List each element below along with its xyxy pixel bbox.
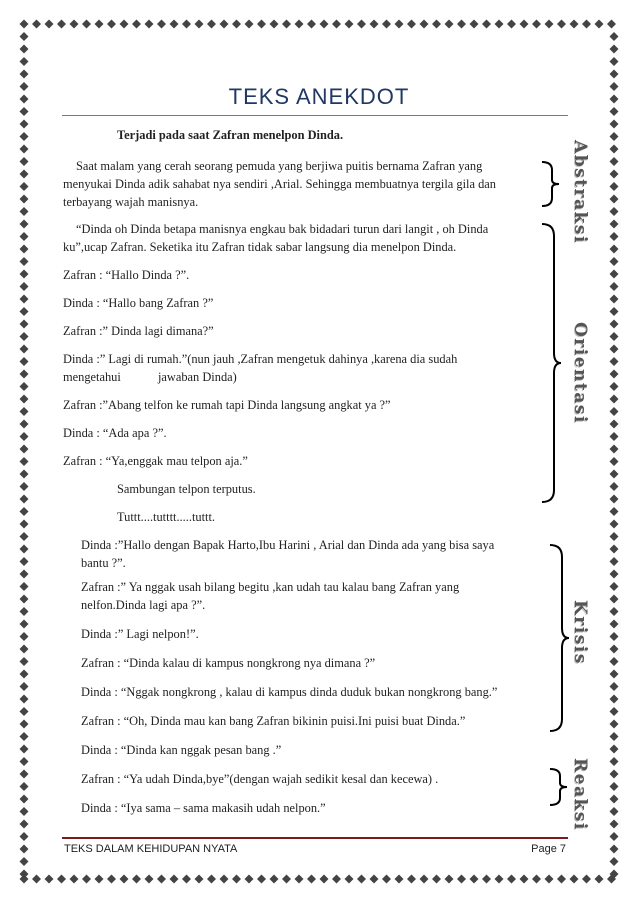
border-diamond	[610, 145, 619, 154]
border-diamond	[395, 875, 404, 884]
border-diamond	[20, 257, 29, 266]
border-diamond	[610, 632, 619, 641]
dialog-line: bantu ?”.	[81, 556, 126, 570]
border-diamond	[382, 20, 391, 29]
border-diamond	[20, 145, 29, 154]
border-diamond	[610, 745, 619, 754]
border-diamond	[20, 395, 29, 404]
border-diamond	[20, 857, 29, 866]
border-diamond	[610, 670, 619, 679]
border-diamond	[20, 157, 29, 166]
border-diamond	[607, 20, 616, 29]
label-krisis: Krisis	[570, 600, 590, 665]
border-diamond	[45, 20, 54, 29]
border-diamond	[20, 532, 29, 541]
border-diamond	[20, 57, 29, 66]
border-diamond	[107, 875, 116, 884]
border-diamond	[610, 170, 619, 179]
paragraph-line: “Dinda oh Dinda betapa manisnya engkau bak bidadari turun dari langit , oh Dinda	[76, 222, 489, 236]
dialog-line: mengetahui jawaban Dinda)	[63, 370, 237, 384]
narration-line: Tuttt....tutttt.....tuttt.	[117, 510, 216, 524]
subtitle: Terjadi pada saat Zafran menelpon Dinda.	[117, 128, 344, 142]
border-diamond	[610, 207, 619, 216]
border-diamond	[595, 875, 604, 884]
border-diamond	[20, 682, 29, 691]
border-diamond	[570, 20, 579, 29]
border-diamond	[610, 645, 619, 654]
border-diamond	[357, 20, 366, 29]
border-diamond	[20, 445, 29, 454]
border-diamond	[610, 795, 619, 804]
border-diamond	[610, 507, 619, 516]
border-diamond	[432, 875, 441, 884]
border-diamond	[57, 20, 66, 29]
border-diamond	[610, 657, 619, 666]
border-diamond	[20, 70, 29, 79]
border-diamond	[320, 20, 329, 29]
border-diamond	[20, 870, 29, 879]
dialog-line: Dinda : “Iya sama – sama makasih udah nelpon.”	[81, 801, 326, 815]
border-diamond	[610, 32, 619, 41]
border-diamond	[20, 420, 29, 429]
border-diamond	[20, 507, 29, 516]
dialog-line: Dinda : “Dinda kan nggak pesan bang .”	[81, 743, 282, 757]
border-diamond	[470, 875, 479, 884]
border-diamond	[132, 875, 141, 884]
border-diamond	[610, 345, 619, 354]
dialog-line: Dinda : “Nggak nongkrong , kalau di kampus dinda duduk bukan nongkrong bang.”	[81, 685, 498, 699]
border-diamond	[195, 875, 204, 884]
border-diamond	[610, 707, 619, 716]
dialog-line: Zafran :” Ya nggak usah bilang begitu ,kan udah tau kalau bang Zafran yang	[81, 580, 460, 594]
border-diamond	[610, 270, 619, 279]
border-diamond	[20, 207, 29, 216]
border-diamond	[20, 120, 29, 129]
border-diamond	[610, 407, 619, 416]
border-diamond	[610, 720, 619, 729]
border-diamond	[20, 695, 29, 704]
border-diamond	[20, 845, 29, 854]
paragraph-line: terbayang wajah manisnya.	[63, 195, 199, 209]
border-diamond	[232, 875, 241, 884]
border-diamond	[610, 845, 619, 854]
border-diamond	[20, 370, 29, 379]
border-diamond	[157, 875, 166, 884]
border-diamond	[20, 195, 29, 204]
dialog-line: Dinda :” Lagi nelpon!”.	[81, 627, 199, 641]
border-diamond	[282, 20, 291, 29]
border-diamond	[495, 875, 504, 884]
border-diamond	[20, 645, 29, 654]
border-diamond	[610, 545, 619, 554]
border-diamond	[107, 20, 116, 29]
border-diamond	[445, 875, 454, 884]
border-diamond	[610, 320, 619, 329]
border-diamond	[345, 20, 354, 29]
border-diamond	[457, 20, 466, 29]
border-diamond	[307, 20, 316, 29]
border-diamond	[20, 782, 29, 791]
border-diamond	[145, 875, 154, 884]
border-diamond	[145, 20, 154, 29]
border-diamond	[470, 20, 479, 29]
border-diamond	[20, 707, 29, 716]
border-diamond	[610, 570, 619, 579]
page-title: TEKS ANEKDOT	[228, 84, 410, 109]
border-diamond	[610, 395, 619, 404]
dialog-line: Zafran : “Oh, Dinda mau kan bang Zafran bikinin puisi.Ini puisi buat Dinda.”	[81, 714, 466, 728]
border-diamond	[610, 370, 619, 379]
border-diamond	[557, 875, 566, 884]
border-diamond	[610, 532, 619, 541]
border-diamond	[610, 595, 619, 604]
border-diamond	[20, 607, 29, 616]
border-diamond	[20, 295, 29, 304]
border-diamond	[610, 307, 619, 316]
border-diamond	[532, 20, 541, 29]
border-diamond	[20, 495, 29, 504]
border-diamond	[20, 307, 29, 316]
border-diamond	[20, 657, 29, 666]
dialog-line: Zafran :”Abang telfon ke rumah tapi Dinda langsung angkat ya ?”	[63, 398, 391, 412]
border-diamond	[407, 875, 416, 884]
paragraph-line: Saat malam yang cerah seorang pemuda yang berjiwa puitis bernama Zafran yang	[76, 159, 483, 173]
border-diamond	[20, 357, 29, 366]
border-diamond	[610, 120, 619, 129]
brace-reaksi	[548, 767, 570, 807]
border-diamond	[610, 470, 619, 479]
border-diamond	[610, 820, 619, 829]
border-diamond	[610, 295, 619, 304]
border-diamond	[157, 20, 166, 29]
border-diamond	[20, 720, 29, 729]
border-diamond	[70, 20, 79, 29]
border-diamond	[610, 332, 619, 341]
border-diamond	[20, 270, 29, 279]
border-diamond	[610, 557, 619, 566]
border-diamond	[370, 20, 379, 29]
border-diamond	[482, 20, 491, 29]
border-diamond	[82, 875, 91, 884]
border-diamond	[20, 482, 29, 491]
border-diamond	[20, 520, 29, 529]
border-diamond	[610, 857, 619, 866]
border-diamond	[407, 20, 416, 29]
border-diamond	[610, 157, 619, 166]
narration-line: Sambungan telpon terputus.	[117, 482, 256, 496]
footer-rule	[62, 837, 568, 839]
border-diamond	[610, 220, 619, 229]
border-diamond	[610, 770, 619, 779]
dialog-line: Dinda :” Lagi di rumah.”(nun jauh ,Zafran mengetuk dahinya ,karena dia sudah	[63, 352, 458, 366]
border-diamond	[610, 832, 619, 841]
border-diamond	[357, 875, 366, 884]
border-diamond	[20, 45, 29, 54]
border-diamond	[320, 875, 329, 884]
border-diamond	[20, 545, 29, 554]
border-diamond	[95, 20, 104, 29]
border-diamond	[610, 495, 619, 504]
border-diamond	[610, 582, 619, 591]
page-number: Page 7	[531, 843, 566, 855]
dialog-line: Dinda : “Ada apa ?”.	[63, 426, 167, 440]
border-diamond	[20, 407, 29, 416]
border-diamond	[507, 20, 516, 29]
border-diamond	[270, 875, 279, 884]
dialog-line: Zafran :” Dinda lagi dimana?”	[63, 324, 214, 338]
border-diamond	[20, 770, 29, 779]
border-diamond	[610, 432, 619, 441]
border-diamond	[20, 832, 29, 841]
border-diamond	[20, 557, 29, 566]
border-diamond	[20, 220, 29, 229]
border-diamond	[610, 232, 619, 241]
border-diamond	[20, 182, 29, 191]
paragraph-line: ku”,ucap Zafran. Seketika itu Zafran tidak sabar langsung dia menelpon Dinda.	[63, 240, 457, 254]
border-diamond	[20, 632, 29, 641]
border-diamond	[207, 875, 216, 884]
border-diamond	[120, 20, 129, 29]
border-diamond	[20, 245, 29, 254]
brace-abstraksi	[540, 160, 562, 208]
border-diamond	[182, 20, 191, 29]
border-diamond	[482, 875, 491, 884]
border-diamond	[545, 875, 554, 884]
border-diamond	[232, 20, 241, 29]
border-diamond	[610, 45, 619, 54]
border-diamond	[610, 607, 619, 616]
brace-orientasi	[540, 222, 564, 504]
border-diamond	[610, 457, 619, 466]
border-diamond	[610, 620, 619, 629]
border-diamond	[610, 257, 619, 266]
border-diamond	[20, 807, 29, 816]
border-diamond	[295, 20, 304, 29]
border-diamond	[182, 875, 191, 884]
border-diamond	[610, 732, 619, 741]
border-diamond	[520, 875, 529, 884]
border-diamond	[20, 20, 29, 29]
border-diamond	[610, 132, 619, 141]
border-diamond	[20, 620, 29, 629]
border-diamond	[170, 875, 179, 884]
label-abstraksi: Abstraksi	[570, 140, 590, 244]
border-diamond	[610, 57, 619, 66]
border-diamond	[195, 20, 204, 29]
border-diamond	[270, 20, 279, 29]
border-diamond	[432, 20, 441, 29]
border-diamond	[257, 875, 266, 884]
dialog-line: Zafran : “Ya,enggak mau telpon aja.”	[63, 454, 248, 468]
border-diamond	[20, 570, 29, 579]
dialog-line: Zafran : “Hallo Dinda ?”.	[63, 268, 190, 282]
border-diamond	[370, 875, 379, 884]
border-diamond	[20, 457, 29, 466]
brace-krisis	[548, 543, 572, 733]
border-diamond	[610, 382, 619, 391]
border-diamond	[57, 875, 66, 884]
border-diamond	[610, 782, 619, 791]
border-diamond	[20, 170, 29, 179]
border-diamond	[520, 20, 529, 29]
border-diamond	[610, 70, 619, 79]
border-diamond	[420, 20, 429, 29]
title-underline	[62, 115, 568, 116]
border-diamond	[20, 282, 29, 291]
border-diamond	[20, 132, 29, 141]
footer-title: TEKS DALAM KEHIDUPAN NYATA	[64, 843, 238, 855]
border-diamond	[245, 875, 254, 884]
border-diamond	[20, 232, 29, 241]
border-diamond	[610, 682, 619, 691]
border-diamond	[20, 320, 29, 329]
border-diamond	[610, 357, 619, 366]
border-diamond	[20, 345, 29, 354]
border-diamond	[557, 20, 566, 29]
border-diamond	[295, 875, 304, 884]
border-diamond	[610, 520, 619, 529]
border-diamond	[610, 182, 619, 191]
border-diamond	[610, 482, 619, 491]
border-diamond	[582, 875, 591, 884]
border-diamond	[32, 20, 41, 29]
dialog-line: Zafran : “Dinda kalau di kampus nongkrong nya dimana ?”	[81, 656, 376, 670]
dialog-line: Zafran : “Ya udah Dinda,bye”(dengan wajah sedikit kesal dan kecewa) .	[81, 772, 439, 786]
border-diamond	[532, 875, 541, 884]
border-diamond	[610, 282, 619, 291]
border-diamond	[132, 20, 141, 29]
label-reaksi: Reaksi	[570, 758, 590, 831]
border-diamond	[170, 20, 179, 29]
border-diamond	[20, 332, 29, 341]
border-diamond	[382, 875, 391, 884]
border-diamond	[207, 20, 216, 29]
border-diamond	[395, 20, 404, 29]
border-diamond	[45, 875, 54, 884]
border-diamond	[20, 432, 29, 441]
border-diamond	[220, 20, 229, 29]
border-diamond	[610, 757, 619, 766]
border-diamond	[610, 420, 619, 429]
border-diamond	[20, 757, 29, 766]
border-diamond	[20, 382, 29, 391]
border-diamond	[610, 807, 619, 816]
border-diamond	[610, 195, 619, 204]
border-diamond	[20, 745, 29, 754]
border-diamond	[20, 670, 29, 679]
border-diamond	[282, 875, 291, 884]
label-orientasi: Orientasi	[570, 322, 590, 424]
border-diamond	[220, 875, 229, 884]
border-diamond	[332, 20, 341, 29]
paragraph-line: menyukai Dinda adik sahabat nya sendiri ,Arial. Sehingga membuatnya tergila gila dan	[63, 177, 496, 191]
border-diamond	[595, 20, 604, 29]
border-diamond	[457, 875, 466, 884]
border-diamond	[610, 245, 619, 254]
border-diamond	[257, 20, 266, 29]
border-diamond	[32, 875, 41, 884]
border-diamond	[20, 32, 29, 41]
border-diamond	[582, 20, 591, 29]
border-diamond	[70, 875, 79, 884]
border-diamond	[20, 470, 29, 479]
dialog-line: Dinda : “Hallo bang Zafran ?”	[63, 296, 214, 310]
border-diamond	[610, 695, 619, 704]
border-diamond	[420, 875, 429, 884]
dialog-line: Dinda :”Hallo dengan Bapak Harto,Ibu Harini , Arial dan Dinda ada yang bisa saya	[81, 538, 495, 552]
border-diamond	[445, 20, 454, 29]
border-diamond	[20, 820, 29, 829]
border-diamond	[610, 445, 619, 454]
border-diamond	[345, 875, 354, 884]
border-diamond	[307, 875, 316, 884]
border-diamond	[20, 795, 29, 804]
border-diamond	[570, 875, 579, 884]
border-diamond	[20, 595, 29, 604]
border-diamond	[245, 20, 254, 29]
border-diamond	[495, 20, 504, 29]
border-diamond	[545, 20, 554, 29]
border-diamond	[507, 875, 516, 884]
border-diamond	[82, 20, 91, 29]
dialog-line: nelfon.Dinda lagi apa ?”.	[81, 598, 206, 612]
border-diamond	[120, 875, 129, 884]
border-diamond	[332, 875, 341, 884]
border-diamond	[20, 732, 29, 741]
border-diamond	[20, 582, 29, 591]
border-diamond	[95, 875, 104, 884]
